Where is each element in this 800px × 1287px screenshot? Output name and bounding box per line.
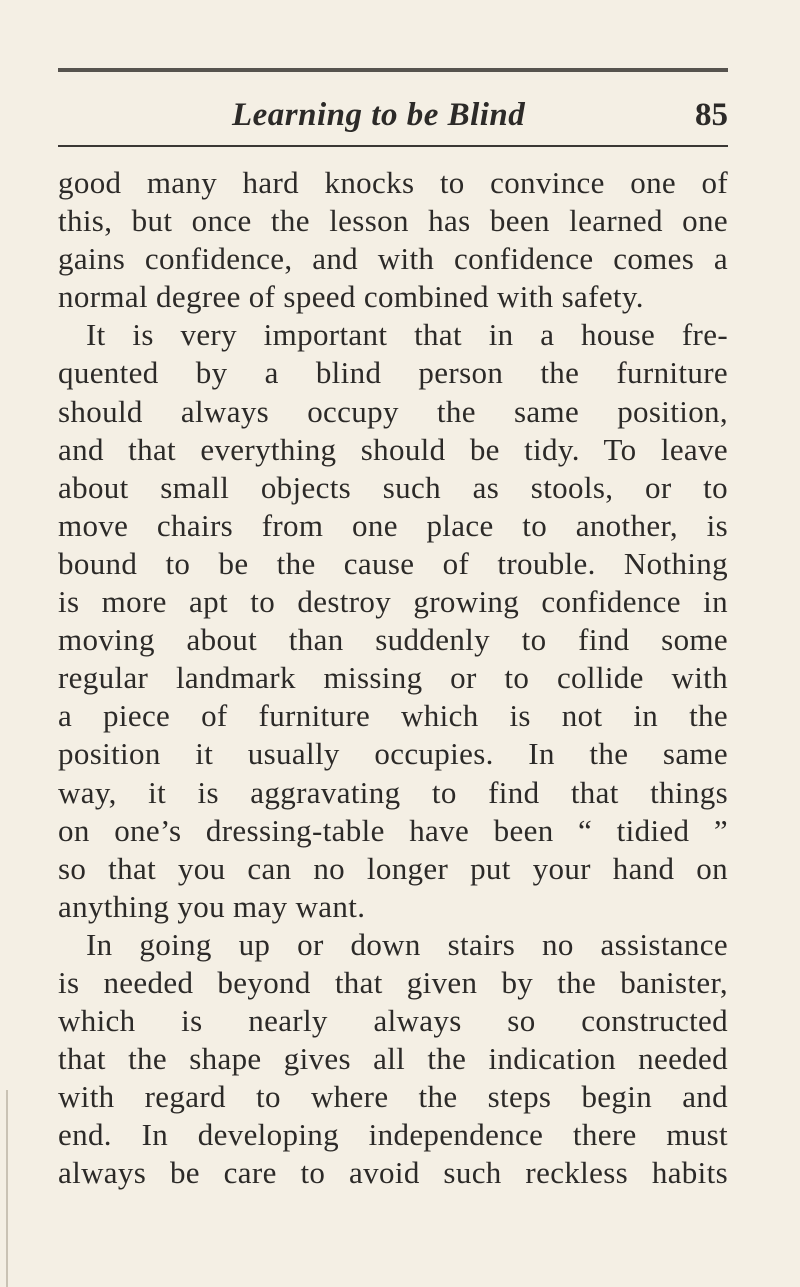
text-line: regular landmark missing or to collide with (58, 660, 728, 696)
text-line: on one’s dressing-table have been “ tidied ” (58, 812, 728, 848)
page-edge-shadow (6, 1090, 8, 1287)
text-line: with regard to where the steps begin and (58, 1079, 728, 1115)
text-line: this, but once the lesson has been learned one (58, 203, 728, 239)
text-line: normal degree of speed combined with safety. (58, 279, 644, 315)
text-line: which is nearly always so constructed (58, 1003, 728, 1039)
header-rule (58, 145, 728, 147)
text-line: quented by a blind person the furniture (58, 355, 728, 391)
text-line: is more apt to destroy growing confidence in (58, 584, 728, 620)
text-line: good many hard knocks to convince one of (58, 165, 728, 200)
text-line: about small objects such as stools, or to (58, 469, 728, 505)
top-rule (58, 68, 728, 72)
page-number: 85 (695, 97, 728, 133)
text-line: position it usually occupies. In the same (58, 736, 728, 772)
text-line: way, it is aggravating to find that things (58, 774, 728, 810)
text-line: anything you may want. (58, 888, 366, 924)
running-title: Learning to be Blind (232, 97, 526, 133)
text-line: is needed beyond that given by the banister, (58, 964, 728, 1000)
text-line: It is very important that in a house fre- (86, 317, 728, 353)
text-line: end. In developing independence there must (58, 1117, 728, 1153)
text-line: that the shape gives all the indication needed (58, 1041, 728, 1077)
text-line: a piece of furniture which is not in the (58, 698, 728, 734)
text-line: In going up or down stairs no assistance (86, 926, 728, 962)
text-line: so that you can no longer put your hand on (58, 850, 728, 886)
text-line: moving about than suddenly to find some (58, 622, 728, 658)
text-line: always be care to avoid such reckless habits (58, 1155, 728, 1191)
text-line: move chairs from one place to another, is (58, 507, 728, 543)
text-line: should always occupy the same position, (58, 393, 728, 429)
text-line: and that everything should be tidy. To leave (58, 431, 728, 467)
body-text (58, 164, 728, 1193)
text-line: bound to be the cause of trouble. Nothing (58, 545, 728, 581)
text-line: gains confidence, and with confidence comes a (58, 241, 728, 277)
page-header (58, 92, 728, 138)
